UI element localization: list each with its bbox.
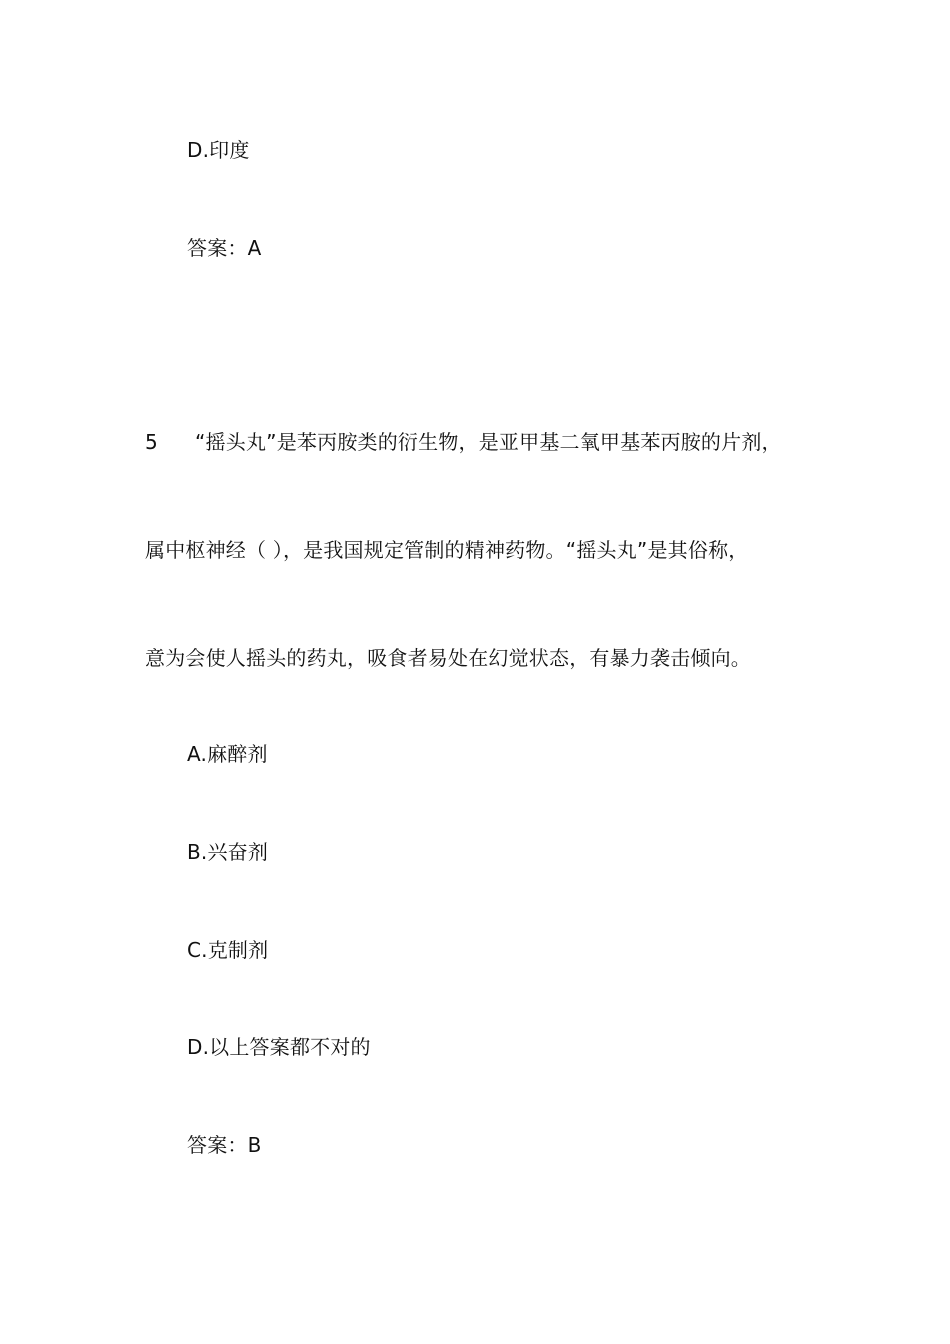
prev-option-d: D.印度 <box>187 138 250 162</box>
option-c: C.克制剂 <box>187 938 269 962</box>
question-5-answer: 答案：B <box>187 1133 262 1157</box>
option-a: A.麻醉剂 <box>187 742 268 766</box>
question-5-stem-line-3: 意为会使人摇头的药丸，吸食者易处在幻觉状态，有暴力袭击倾向。 <box>145 646 751 670</box>
option-b: B.兴奋剂 <box>187 840 269 864</box>
question-5-stem-line-2: 属中枢神经（ ），是我国规定管制的精神药物。“摇头丸”是其俗称， <box>145 538 749 562</box>
prev-answer: 答案：A <box>187 236 262 260</box>
question-stem-text-1: “摇头丸”是苯丙胺类的衍生物，是亚甲基二氧甲基苯丙胺的片剂， <box>195 430 782 454</box>
question-5-stem-line-1 <box>145 428 782 456</box>
option-d: D.以上答案都不对的 <box>187 1035 371 1059</box>
question-number: 5 <box>145 430 158 454</box>
